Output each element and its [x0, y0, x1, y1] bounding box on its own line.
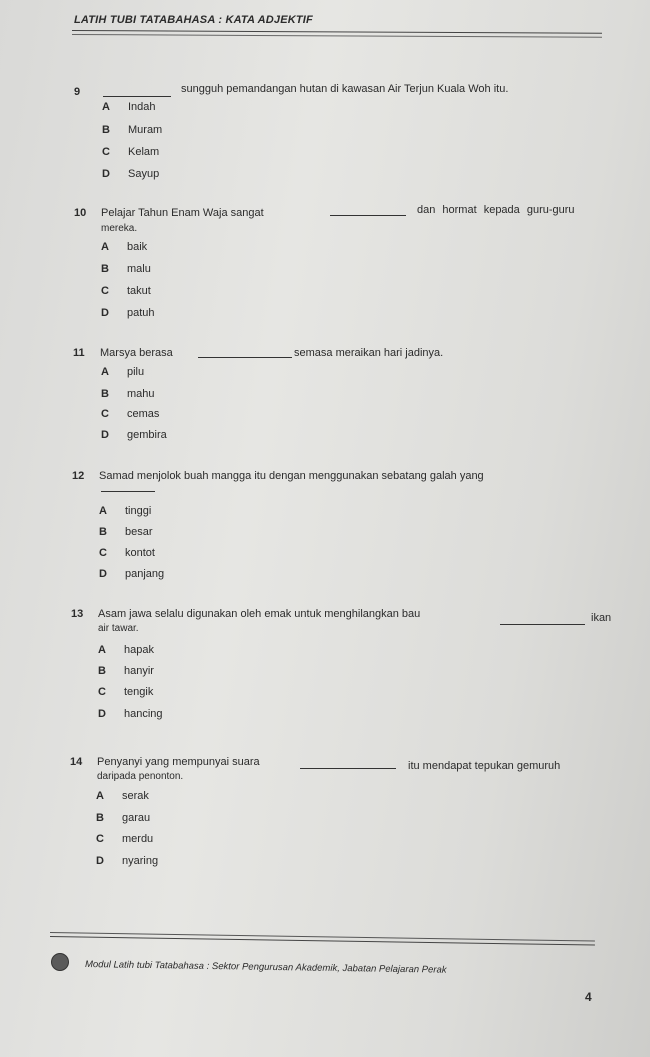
option-a: A baik: [101, 241, 148, 253]
answer-blank: [500, 614, 585, 625]
option-a: A serak: [96, 790, 149, 802]
option-b: B hanyir: [98, 665, 154, 677]
option-a: A Indah: [102, 101, 156, 113]
option-d: D patuh: [101, 307, 155, 319]
option-b: B mahu: [101, 388, 155, 400]
question-text-continued: mereka.: [101, 223, 138, 234]
header-divider: [72, 30, 602, 34]
option-b: B garau: [96, 812, 151, 824]
question-text-continued: daripada penonton.: [97, 771, 184, 782]
option-d: D nyaring: [96, 855, 159, 867]
question-text-before: Marsya berasa: [100, 347, 173, 359]
option-d: D hancing: [98, 708, 163, 720]
question-text-before: Asam jawa selalu digunakan oleh emak untuk menghilangkan bau: [98, 608, 421, 620]
answer-blank: [101, 481, 155, 492]
footer-divider-secondary: [50, 936, 595, 946]
option-b: B malu: [101, 263, 151, 275]
option-a: A hapak: [98, 644, 154, 656]
question-text-before: Samad menjolok buah mangga itu dengan menggunakan sebatang galah yang: [99, 470, 484, 482]
question-number: 14: [70, 756, 83, 768]
option-c: C cemas: [101, 408, 160, 420]
question-text-continued: air tawar.: [98, 623, 139, 634]
option-d: D Sayup: [102, 168, 160, 180]
question-number: 11: [73, 347, 85, 359]
answer-blank: [103, 86, 171, 97]
footer-credit: Modul Latih tubi Tatabahasa : Sektor Pengurusan Akademik, Jabatan Pelajaran Perak: [84, 959, 447, 976]
question-text-before: Pelajar Tahun Enam Waja sangat: [101, 207, 264, 219]
question-text-before: Penyanyi yang mempunyai suara: [97, 756, 260, 768]
option-a: A tinggi: [99, 505, 152, 517]
answer-blank: [198, 347, 292, 358]
question-text-after: dan hormat kepada guru-guru: [417, 204, 575, 216]
page-number: 4: [585, 990, 592, 1004]
question-number: 13: [71, 608, 84, 620]
option-c: C merdu: [96, 833, 154, 845]
question-number: 9: [74, 86, 81, 98]
worksheet-title: LATIH TUBI TATABAHASA : KATA ADJEKTIF: [74, 14, 313, 26]
department-logo-icon: [51, 953, 69, 971]
option-a: A pilu: [101, 366, 145, 378]
option-b: B besar: [99, 526, 153, 538]
answer-blank: [300, 758, 396, 769]
question-text-after: sungguh pemandangan hutan di kawasan Air Terjun Kuala Woh itu.: [181, 83, 509, 95]
question-text-after: itu mendapat tepukan gemuruh: [408, 760, 561, 772]
option-c: C Kelam: [102, 146, 160, 158]
question-number: 12: [72, 470, 85, 482]
answer-blank: [330, 205, 406, 216]
question-text-after: ikan: [591, 612, 612, 624]
question-text-after: semasa meraikan hari jadinya.: [294, 347, 444, 359]
option-c: C tengik: [98, 686, 154, 698]
question-number: 10: [74, 207, 87, 219]
option-c: C takut: [101, 285, 151, 297]
header-divider-secondary: [72, 34, 602, 38]
option-c: C kontot: [99, 547, 155, 559]
option-d: D gembira: [101, 429, 167, 441]
option-d: D panjang: [99, 568, 165, 580]
option-b: B Muram: [102, 124, 163, 136]
